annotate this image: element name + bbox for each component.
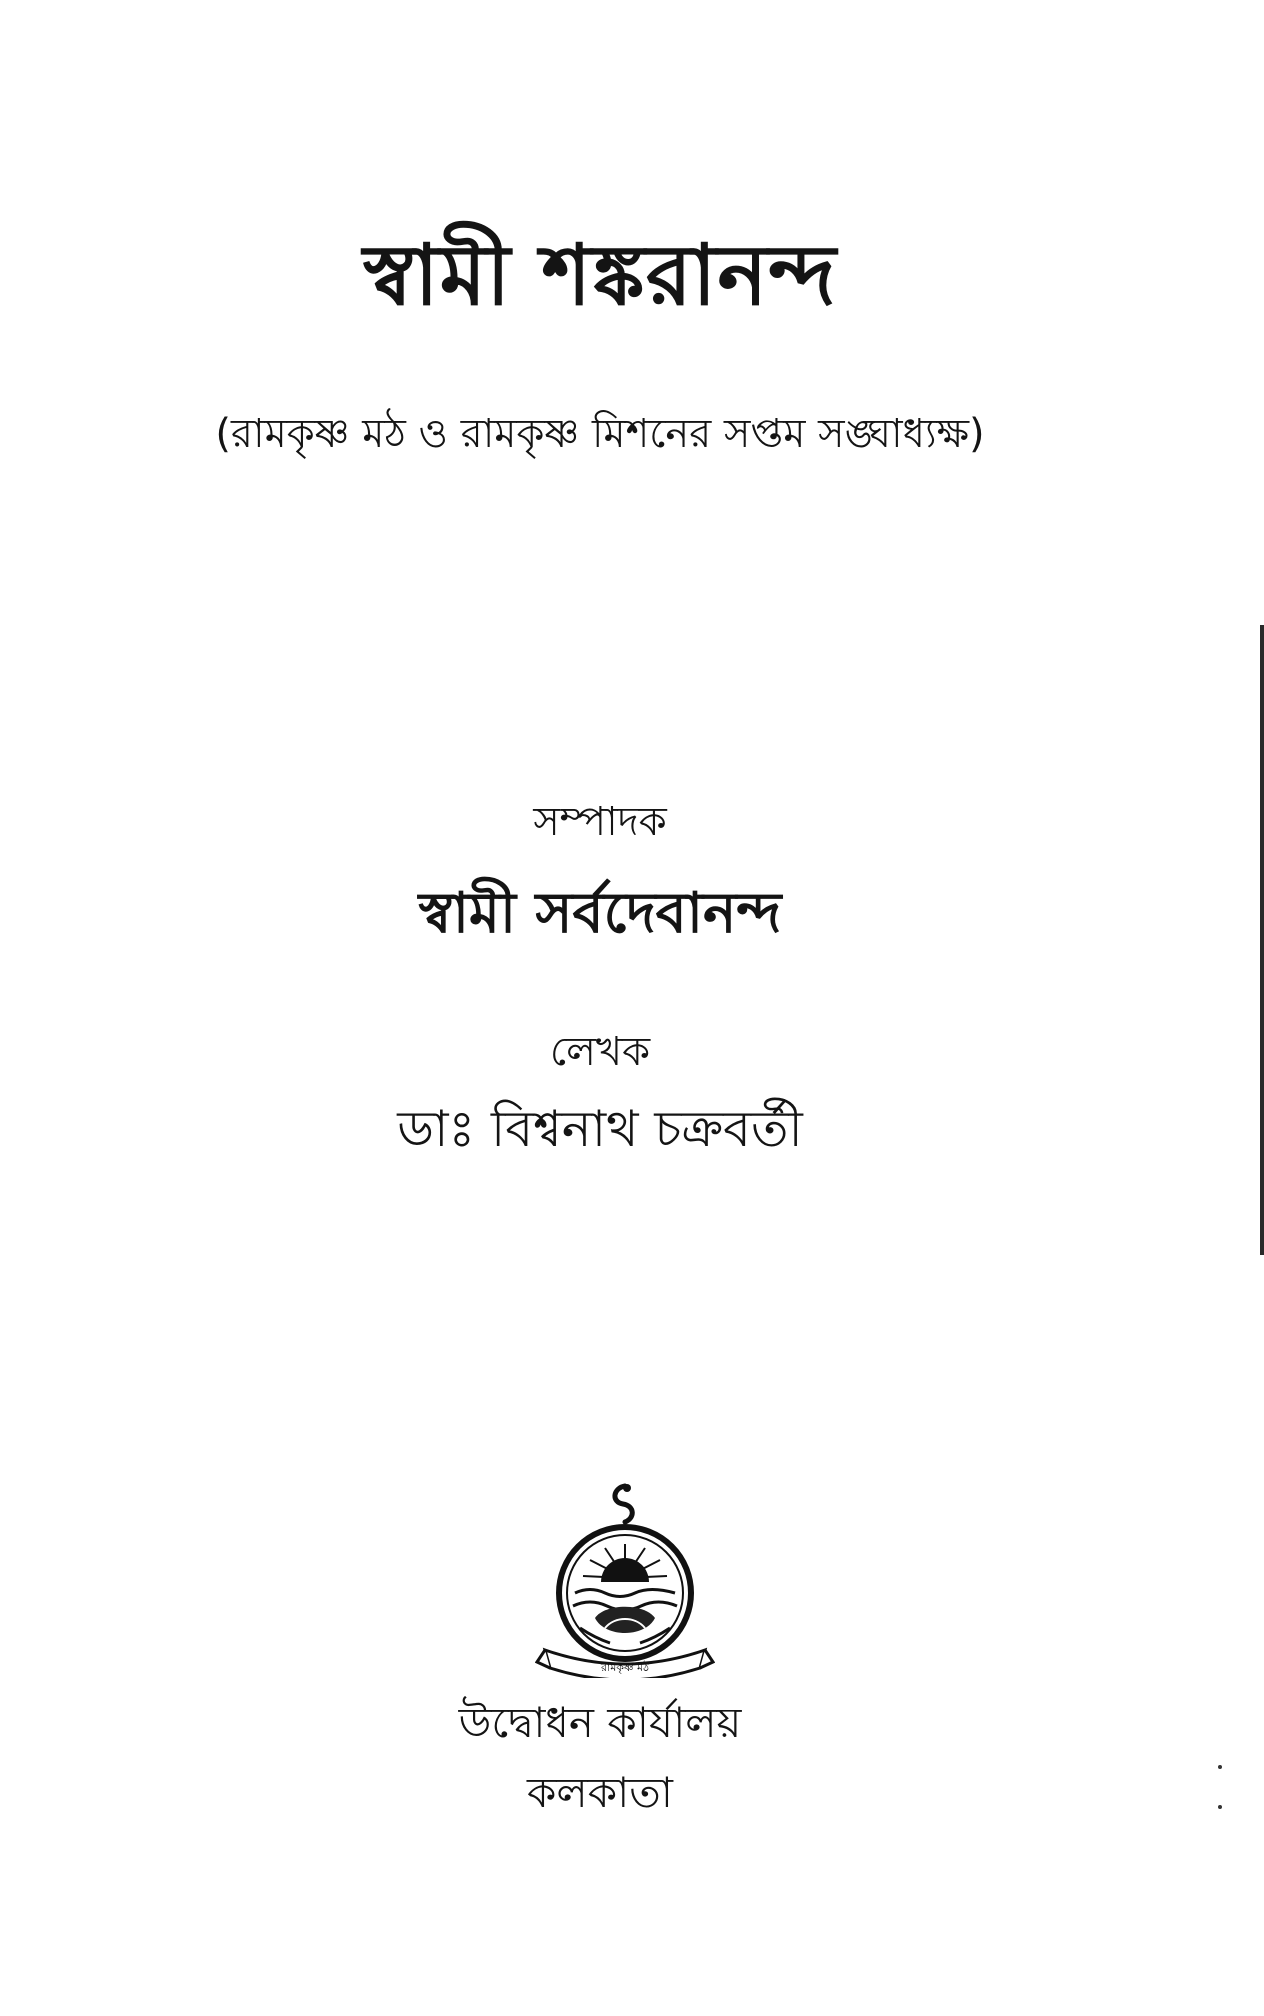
scan-speck xyxy=(1218,1765,1222,1769)
scan-speck xyxy=(1218,1805,1222,1809)
scan-edge-shadow xyxy=(1260,625,1264,1255)
book-title: স্বামী শঙ্করানন্দ xyxy=(363,226,837,324)
publisher-city: কলকাতা xyxy=(527,1768,673,1817)
author-label: লেখক xyxy=(549,1029,651,1075)
author-name: ডাঃ বিশ্বনাথ চক্রবর্তী xyxy=(397,1100,803,1158)
publisher-name: উদ্বোধন কার্যালয় xyxy=(458,1698,742,1747)
editor-label: সম্পাদক xyxy=(533,799,667,845)
ramakrishna-mission-emblem-icon xyxy=(535,1478,715,1678)
editor-name: স্বামী সর্বদেবানন্দ xyxy=(418,881,782,946)
book-subtitle: (রামকৃষ্ণ মঠ ও রামকৃষ্ণ মিশনের সপ্তম সঙ্ঘাধ্যক্ষ) xyxy=(215,411,985,457)
emblem-banner-text: রামকৃষ্ণ মঠ xyxy=(600,1661,650,1674)
